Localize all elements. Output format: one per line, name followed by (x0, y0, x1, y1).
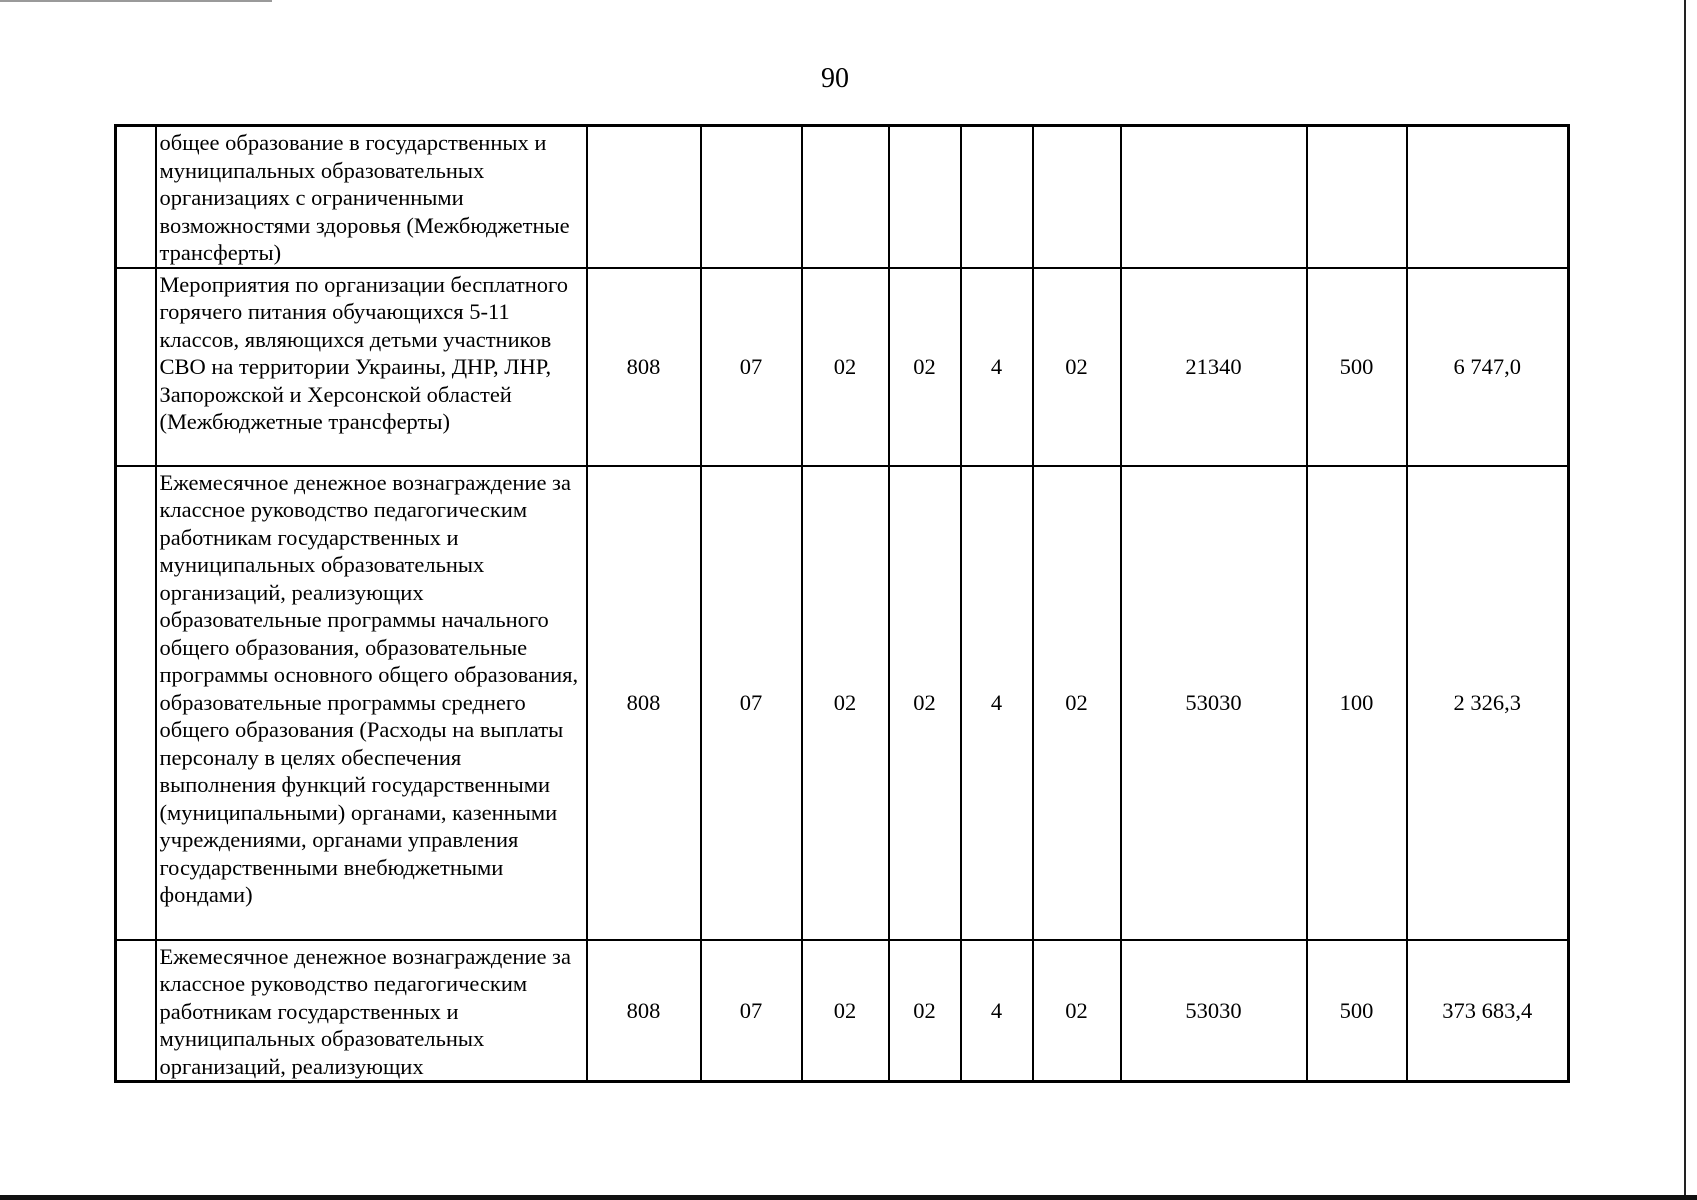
program-cell (889, 126, 961, 268)
index-cell (116, 940, 156, 1082)
description-cell: Ежемесячное денежное вознаграждение за классное руководство педагогическим работникам государственных и муниципальных образовательных организаций, реализующих образовательные программы начального общего образования, образовательные программы основного общего образования, образовательные программы среднего общего образования (Расходы на выплаты персоналу в целях обеспечения выполнения функций государственными (муниципальными) органами, казенными учреждениями, органами управления государственными внебюджетными фондами) (156, 466, 587, 940)
program-cell: 02 (889, 466, 961, 940)
event-cell: 53030 (1121, 940, 1307, 1082)
index-cell (116, 268, 156, 466)
section-cell: 07 (701, 940, 802, 1082)
scan-top-line (0, 0, 272, 2)
ministry-cell: 808 (587, 940, 701, 1082)
ministry-cell (587, 126, 701, 268)
ministry-cell: 808 (587, 466, 701, 940)
direction-cell: 4 (961, 940, 1033, 1082)
expense-type-cell (1307, 126, 1407, 268)
index-cell (116, 126, 156, 268)
table-row (116, 940, 1569, 1082)
description-cell: Мероприятия по организации бесплатного горячего питания обучающихся 5-11 классов, являющихся детьми участников СВО на территории Украины, ДНР, ЛНР, Запорожской и Херсонской областей (Межбюджетные трансферты) (156, 268, 587, 466)
event-cell (1121, 126, 1307, 268)
ministry-cell: 808 (587, 268, 701, 466)
event-cell: 21340 (1121, 268, 1307, 466)
subprogram-cell: 02 (1033, 268, 1121, 466)
amount-cell (1407, 126, 1569, 268)
program-cell: 02 (889, 940, 961, 1082)
subprogram-cell: 02 (1033, 940, 1121, 1082)
subprogram-cell: 02 (1033, 466, 1121, 940)
direction-cell: 4 (961, 268, 1033, 466)
section-cell: 07 (701, 268, 802, 466)
amount-cell: 373 683,4 (1407, 940, 1569, 1082)
amount-cell: 6 747,0 (1407, 268, 1569, 466)
expense-type-cell: 100 (1307, 466, 1407, 940)
amount-cell: 2 326,3 (1407, 466, 1569, 940)
event-cell: 53030 (1121, 466, 1307, 940)
expense-type-cell: 500 (1307, 940, 1407, 1082)
table-row (116, 466, 1569, 940)
program-cell: 02 (889, 268, 961, 466)
index-cell (116, 466, 156, 940)
budget-table (114, 124, 1570, 1083)
description-cell: Ежемесячное денежное вознаграждение за классное руководство педагогическим работникам государственных и муниципальных образовательных организаций, реализующих (156, 940, 587, 1082)
subsection-cell: 02 (802, 940, 889, 1082)
direction-cell (961, 126, 1033, 268)
description-cell: общее образование в государственных и муниципальных образовательных организациях с ограниченными возможностями здоровья (Межбюджетные трансферты) (156, 126, 587, 268)
subsection-cell (802, 126, 889, 268)
page-number: 90 (821, 63, 849, 94)
section-cell: 07 (701, 466, 802, 940)
subsection-cell: 02 (802, 466, 889, 940)
expense-type-cell: 500 (1307, 268, 1407, 466)
scan-right-edge (1684, 0, 1686, 1200)
subprogram-cell (1033, 126, 1121, 268)
table-row (116, 126, 1569, 268)
section-cell (701, 126, 802, 268)
subsection-cell: 02 (802, 268, 889, 466)
scan-bottom-edge (0, 1195, 1697, 1200)
table-row (116, 268, 1569, 466)
direction-cell: 4 (961, 466, 1033, 940)
